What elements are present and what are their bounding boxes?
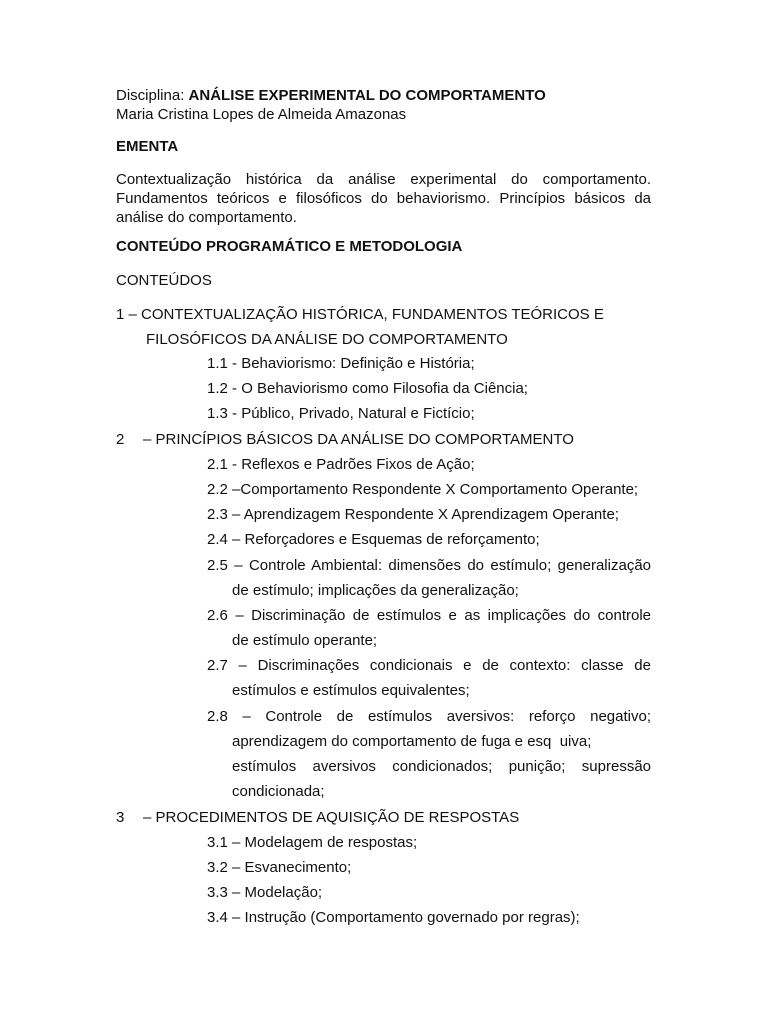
subtopic-2-1: [207, 452, 651, 477]
subtopic-text: –Comportamento Respondente X Comportamento Operante;: [227, 481, 639, 498]
contents-label: CONTEÚDOS: [116, 272, 212, 289]
subtopic-2-7: [207, 653, 651, 703]
subtopic-2-6: [207, 603, 651, 653]
subtopic-3-3: [207, 880, 651, 905]
topic-text: – PROCEDIMENTOS DE AQUISIÇÃO DE RESPOSTAS: [143, 809, 520, 826]
subtopic-number: 3.1: [207, 834, 228, 851]
subtopic-number: 2.3: [207, 506, 228, 523]
subtopic-number: 3.2: [207, 859, 228, 876]
subtopic-text: – Discriminações condicionais e de contexto: classe de: [227, 657, 651, 674]
program-heading: CONTEÚDO PROGRAMÁTICO E METODOLOGIA: [116, 238, 463, 255]
subtopic-text: – Modelagem de respostas;: [227, 834, 418, 851]
subtopic-number: 3.4: [207, 909, 228, 926]
subtopic-text: - Reflexos e Padrões Fixos de Ação;: [227, 456, 475, 473]
subtopic-text: – Controle Ambiental: dimensões do estímulo; generalização: [227, 557, 651, 574]
subtopic-continuation: estímulos aversivos condicionados; punição; supressão: [232, 758, 651, 775]
topic-number: 2: [116, 431, 125, 448]
subtopic-number: 2.4: [207, 531, 228, 548]
subtopic-2-4: [207, 527, 651, 552]
subtopic-number: 2.7: [207, 657, 228, 674]
subtopic-text: – Esvanecimento;: [227, 859, 352, 876]
discipline-title: ANÁLISE EXPERIMENTAL DO COMPORTAMENTO: [188, 87, 546, 104]
subtopic-3-1: [207, 830, 651, 855]
topic-text: – PRINCÍPIOS BÁSICOS DA ANÁLISE DO COMPORTAMENTO: [143, 431, 574, 448]
topic-2-heading: [116, 430, 574, 449]
discipline-label: Disciplina:: [116, 87, 189, 104]
subtopic-text: - O Behaviorismo como Filosofia da Ciência;: [227, 380, 528, 397]
subtopic-number: 1.1: [207, 355, 228, 372]
subtopic-first-line: [207, 704, 651, 729]
subtopic-continuation: de estímulo; implicações da generalização;: [232, 582, 519, 599]
subtopic-continuation: estímulos e estímulos equivalentes;: [232, 682, 470, 699]
subtopic-2-3: [207, 502, 651, 527]
subtopic-continuation: condicionada;: [232, 783, 325, 800]
subtopic-text: – Modelação;: [227, 884, 323, 901]
subtopic-text: – Discriminação de estímulos e as implicações do controle: [227, 607, 651, 624]
subtopic-text: – Aprendizagem Respondente X Aprendizagem Operante;: [227, 506, 619, 523]
subtopic-first-line: [207, 553, 651, 578]
subtopic-text: – Instrução (Comportamento governado por regras);: [227, 909, 580, 926]
subtopic-2-8: [207, 704, 651, 804]
subtopic-3-2: [207, 855, 651, 880]
ementa-text: Contextualização histórica da análise experimental do comportamento. Fundamentos teóricos e filosóficos do behaviorismo. Princípios básicos da análise do comportamento.: [116, 171, 651, 226]
discipline-line: [116, 86, 546, 105]
subtopic-continuation: aprendizagem do comportamento de fuga e esq uiva;: [232, 733, 592, 750]
topic-1-line-1: 1 – CONTEXTUALIZAÇÃO HISTÓRICA, FUNDAMENTOS TEÓRICOS E: [116, 306, 604, 323]
subtopic-number: 1.2: [207, 380, 228, 397]
subtopic-number: 1.3: [207, 405, 228, 422]
subtopic-number: 2.8: [207, 708, 228, 725]
subtopic-2-5: [207, 553, 651, 603]
subtopic-number: 2.1: [207, 456, 228, 473]
topic-1-line-2: FILOSÓFICOS DA ANÁLISE DO COMPORTAMENTO: [146, 331, 508, 348]
subtopic-2-2: [207, 477, 651, 502]
professor-name: Maria Cristina Lopes de Almeida Amazonas: [116, 106, 407, 123]
subtopic-number: 3.3: [207, 884, 228, 901]
subtopic-text: – Reforçadores e Esquemas de reforçamento;: [227, 531, 540, 548]
subtopic-continuation: de estímulo operante;: [232, 632, 378, 649]
document-header: [116, 86, 546, 124]
ementa-heading: EMENTA: [116, 138, 179, 155]
subtopic-first-line: [207, 653, 651, 678]
subtopic-number: 2.5: [207, 557, 228, 574]
subtopic-first-line: [207, 603, 651, 628]
subtopic-1-2: [207, 376, 651, 401]
subtopic-text: – Controle de estímulos aversivos: reforço negativo;: [227, 708, 651, 725]
subtopic-text: - Behaviorismo: Definição e História;: [227, 355, 475, 372]
topic-3-heading: [116, 808, 519, 827]
subtopic-text: - Público, Privado, Natural e Fictício;: [227, 405, 475, 422]
subtopic-number: 2.2: [207, 481, 228, 498]
subtopic-1-1: [207, 351, 651, 376]
subtopic-1-3: [207, 401, 651, 426]
topic-number: 3: [116, 809, 125, 826]
subtopic-number: 2.6: [207, 607, 228, 624]
subtopic-3-4: [207, 905, 651, 930]
